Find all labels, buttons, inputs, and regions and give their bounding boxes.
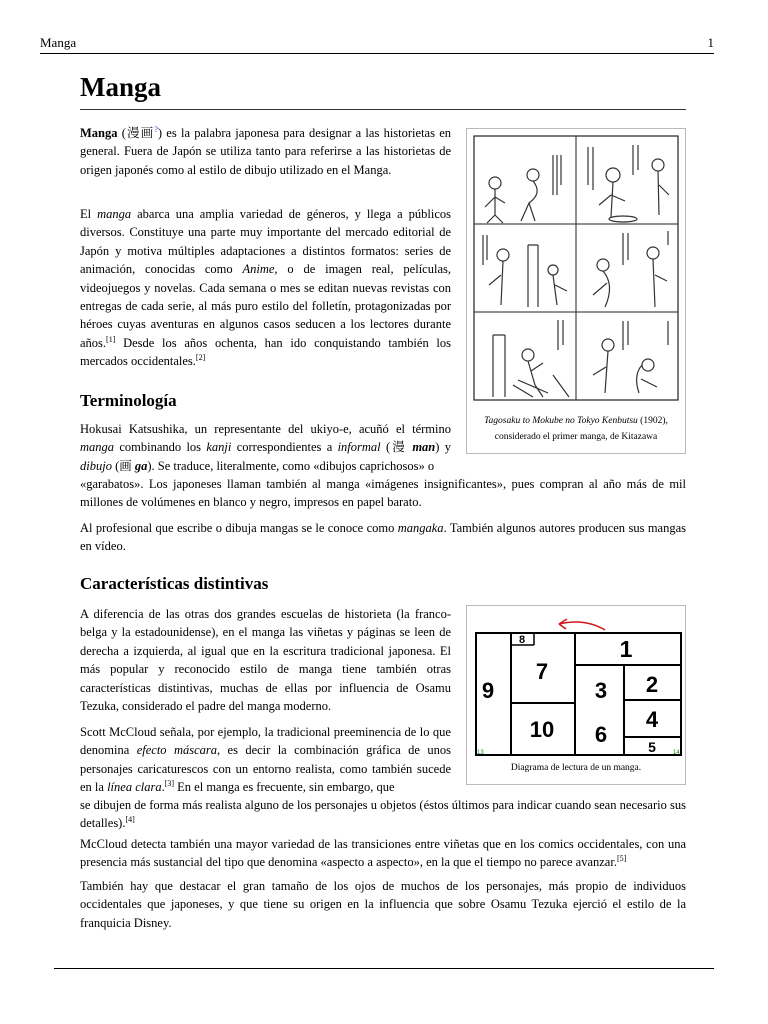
reading-direction-arrow (559, 619, 605, 630)
manga-term: Manga (80, 126, 118, 140)
caracteristicas-paragraph-2b: se dibujen de forma más realista alguno de los personajes u objetos (éstos últimos para indicar cuando sean necesario sus detalles).[4] (80, 798, 686, 831)
caption-work-title: Tagosaku to Mokube no Tokyo Kenbutsu (484, 416, 638, 426)
figure-kitazawa-manga (466, 128, 686, 454)
figure-reading-diagram (466, 605, 686, 785)
caracteristicas-paragraph-1: A diferencia de las otras dos grandes escuelas de historieta (la franco-belga y la estadounidense), en el manga las viñetas y páginas se leen de derecha a izquierda, al igual que en la escritura tradicional japonesa. El más popular y reconocido estilo de manga tiene también otras características distintivas, muchas de ellas por influencia de Osamu Tezuka, considerado el padre del manga moderno. (80, 607, 451, 714)
terminologia-paragraph-1a: Hokusai Katsushika, un representante del ukiyo-e, acuñó el término manga combinando los kanji correspondientes a informal (漫 man) y dibujo (画 ga). Se traduce, literalmente, como «dibujos caprichosos» o (80, 422, 451, 473)
intro-paragraph-2: El manga abarca una amplia variedad de géneros, y llega a públicos diversos. Constituye una parte muy importante del mercado editorial de Japón y motiva múltiples adaptaciones a distintos formatos: series de animación, conocidas como Anime, o de imagen real, películas, videojuegos y novelas. Cada semana o mes se editan nuevas revistas con entregas de cada serie, al más puro estilo del folletín, protagonizadas por héroes cuyas aventuras en algunos casos seducen a los lectores durante años.[1] Desde los años ochenta, han ido conquistando también los mercados occidentales.[2] (80, 207, 451, 369)
figure1-caption: Tagosaku to Mokube no Tokyo Kenbutsu (1902), considerado el primer manga, de Kitazawa (484, 416, 668, 442)
kanji-link[interactable]: kanji (206, 440, 232, 455)
footer-divider (54, 968, 714, 969)
section-heading-terminologia: Terminología (80, 391, 177, 410)
page-title: Manga (80, 72, 161, 102)
anime-link[interactable]: Anime (242, 262, 275, 277)
panel-3-number: 3 (594, 678, 608, 703)
page-number: 1 (707, 35, 714, 50)
panel-10-number: 10 (529, 717, 555, 742)
reference-2[interactable]: [2] (195, 353, 206, 363)
corner-mark-left: 13 (477, 750, 484, 756)
manga-illustration (473, 135, 679, 401)
caracteristicas-paragraph-3: McCloud detecta también una mayor variedad de las transiciones entre viñetas que en los comics occidentales, con una presencia más sustancial del tipo que denomina «aspecto a aspecto», en la que el tiempo no parece avanzar.[5] (80, 837, 686, 870)
panel-6-number: 6 (594, 722, 608, 747)
caracteristicas-paragraph-2a: Scott McCloud señala, por ejemplo, la tradicional preeminencia de lo que denomina efecto máscara, es decir la combinación gráfica de unos personajes caricaturescos con un entorno realista, como también sucede en la línea clara.[3] En el manga es frecuente, sin embargo, que (80, 725, 451, 795)
section-heading-caracteristicas: Características distintivas (80, 574, 269, 593)
running-header-title: Manga (40, 35, 77, 50)
panel-9-number: 9 (481, 678, 495, 703)
reading-order-diagram (467, 606, 685, 761)
panel-8-number: 8 (518, 634, 526, 646)
panel-7-number: 7 (535, 659, 549, 684)
terminologia-paragraph-1b: «garabatos». Los japoneses llaman también al manga «imágenes insignificantes», pues compran al año más de mil millones de volúmenes en blanco y negro, impresos en papel barato. (80, 477, 686, 510)
intro-paragraph-1: Manga (漫画?) es la palabra japonesa para designar a las historietas en general. Fuera de Japón se utiliza tanto para referirse a las historietas de origen japonés como al estilo de dibujo utilizado en el Manga. (80, 124, 452, 177)
panel-2-number: 2 (645, 672, 659, 697)
header-divider (40, 53, 714, 54)
panel-4-number: 4 (645, 707, 659, 732)
linea-clara-link[interactable]: línea clara (107, 780, 162, 795)
reference-4[interactable]: [4] (125, 815, 135, 825)
caracteristicas-paragraph-4: También hay que destacar el gran tamaño de los ojos de muchos de los personajes, más propio de individuos occidentales que japoneses, y que tiene su origen en la influencia que sobre Osamu Tezuka ejerció el estilo de la franquicia Disney. (80, 879, 686, 930)
reference-5[interactable]: [5] (616, 854, 627, 864)
pronunciation-link[interactable]: ? (154, 124, 158, 134)
reference-1[interactable]: [1] (106, 334, 116, 344)
corner-mark-right: 14 (673, 750, 680, 756)
title-divider (80, 109, 686, 110)
reference-3[interactable]: [3] (164, 779, 175, 789)
terminologia-paragraph-2: Al profesional que escribe o dibuja mangas se le conoce como mangaka. También algunos autores producen sus mangas en vídeo. (80, 521, 687, 554)
figure2-caption: Diagrama de lectura de un manga. (510, 763, 642, 773)
panel-1-number: 1 (619, 636, 633, 662)
panel-5-number: 5 (648, 739, 656, 755)
